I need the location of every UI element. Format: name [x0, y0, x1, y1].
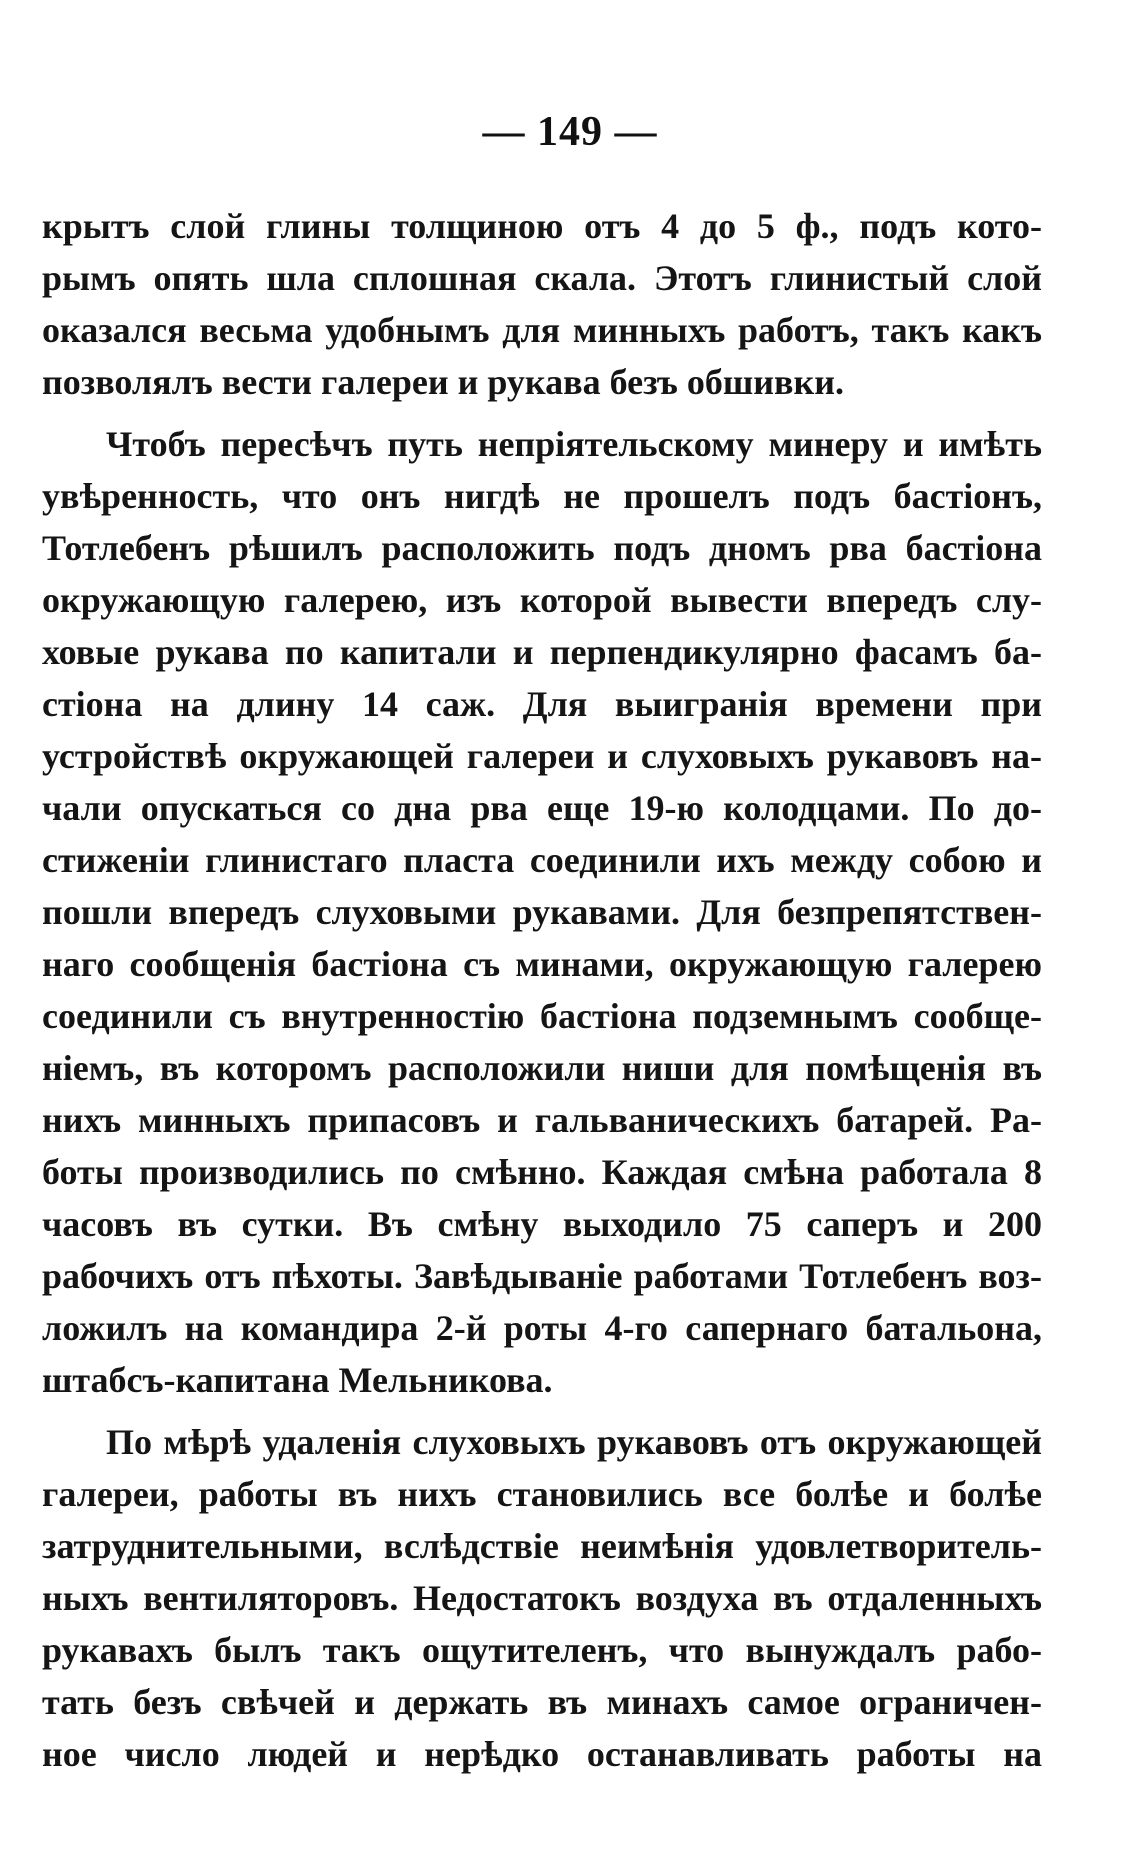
text-line: окружающую галерею, изъ которой вывести впередъ слу-	[42, 580, 1042, 620]
text-line: рабочихъ отъ пѣхоты. Завѣдываніе работами Тотлебенъ воз-	[42, 1256, 1042, 1296]
paragraph-gap	[42, 1406, 1042, 1416]
text-line: увѣренность, что онъ нигдѣ не прошелъ подъ бастіонъ,	[42, 476, 1042, 516]
text-line: ное число людей и нерѣдко останавливать работы на	[42, 1734, 1042, 1774]
text-line: ложилъ на командира 2-й роты 4-го сапернаго батальона,	[42, 1308, 1042, 1348]
paragraph-2	[42, 418, 1042, 1406]
text-line: устройствѣ окружающей галереи и слуховыхъ рукавовъ на-	[42, 736, 1042, 776]
text-line: часовъ въ сутки. Въ смѣну выходило 75 саперъ и 200	[42, 1204, 1042, 1244]
paragraph-gap	[42, 408, 1042, 418]
text-line: ныхъ вентиляторовъ. Недостатокъ воздуха въ отдаленныхъ	[42, 1578, 1042, 1618]
text-line: затруднительными, вслѣдствіе неимѣнія удовлетворитель-	[42, 1526, 1042, 1566]
text-line: позволялъ вести галереи и рукава безъ обшивки.	[42, 362, 844, 402]
text-line: Тотлебенъ рѣшилъ расположить подъ дномъ рва бастіона	[42, 528, 1042, 568]
text-line: тать безъ свѣчей и держать въ минахъ самое ограничен-	[42, 1682, 1042, 1722]
text-line: ховые рукава по капитали и перпендикулярно фасамъ ба-	[42, 632, 1042, 672]
text-line: штабсъ-капитана Мельникова.	[42, 1360, 553, 1400]
text-line: крытъ слой глины толщиною отъ 4 до 5 ф., подъ кото-	[42, 206, 1042, 246]
text-line: рымъ опять шла сплошная скала. Этотъ глинистый слой	[42, 258, 1042, 298]
page-number: — 149 —	[482, 109, 658, 155]
paragraph-3	[42, 1416, 1042, 1780]
text-line: нихъ минныхъ припасовъ и гальваническихъ батарей. Ра-	[42, 1100, 1042, 1140]
text-line: стиженіи глинистаго пласта соединили ихъ между собою и	[42, 840, 1042, 880]
body-text	[42, 200, 1042, 1780]
text-line: соединили съ внутренностію бастіона подземнымъ сообще-	[42, 996, 1042, 1036]
text-line: рукавахъ былъ такъ ощутителенъ, что вынуждалъ рабо-	[42, 1630, 1042, 1670]
text-line: стіона на длину 14 саж. Для выигранія времени при	[42, 684, 1042, 724]
paragraph-1	[42, 200, 1042, 408]
text-line: ніемъ, въ которомъ расположили ниши для помѣщенія въ	[42, 1048, 1042, 1088]
text-line: галереи, работы въ нихъ становились все болѣе и болѣе	[42, 1474, 1042, 1514]
text-line: пошли впередъ слуховыми рукавами. Для безпрепятствен-	[42, 892, 1042, 932]
text-line: оказался весьма удобнымъ для минныхъ работъ, такъ какъ	[42, 310, 1042, 350]
text-line: Чтобъ пересѣчъ путь непріятельскому минеру и имѣть	[106, 424, 1042, 464]
text-line: чали опускаться со дна рва еще 19-ю колодцами. По до-	[42, 788, 1042, 828]
text-line: По мѣрѣ удаленія слуховыхъ рукавовъ отъ окружающей	[106, 1422, 1042, 1462]
text-line: боты производились по смѣнно. Каждая смѣна работала 8	[42, 1152, 1042, 1192]
text-line: наго сообщенія бастіона съ минами, окружающую галерею	[42, 944, 1042, 984]
